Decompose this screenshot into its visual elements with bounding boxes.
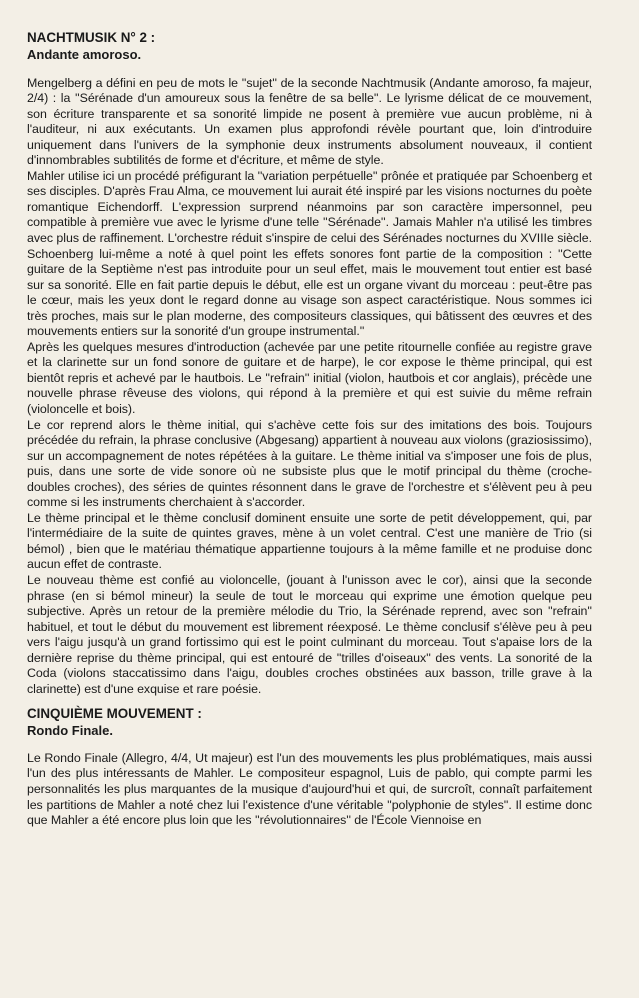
section-nachtmusik [27, 30, 592, 697]
paragraph: Le nouveau thème est confié au violoncelle, (jouant à l'unisson avec le cor), ainsi que la seconde phrase (en si bémol mineur) la seule de tout le morceau qui exprime une émotion quelque peu subjective. Après un retour de la première mélodie du Trio, la Sérénade reprend, avec son ''refrain'' habituel, et tout le début du mouvement est librement réexposé. Le thème conclusif s'élève peu à peu vers l'aigu jusqu'à un grand fortissimo qui est le point culminant du morceau. Tout s'apaise lors de la dernière reprise du thème principal, qui est entouré de ''trilles d'oiseaux'' des vents. La sonorité de la Coda (violons staccatissimo dans l'aigu, doubles croches obstinées aux basson, trille grave à la clarinette) est d'une exquise et rare poésie. [27, 573, 592, 696]
section-title: NACHTMUSIK N° 2 : [27, 30, 156, 45]
paragraph: Le Rondo Finale (Allegro, 4/4, Ut majeur) est l'un des mouvements les plus problématiques, mais aussi l'un des plus intéressants de Mahler. Le compositeur espagnol, Luis de pablo, qui compte parmi les personnalités les plus marquantes de la musique d'aujourd'hui et qui, de surcroît, connaît parfaitement les partitions de Mahler a noté chez lui l'existence d'une véritable ''polyphonie de styles''. Il estime donc que Mahler a été encore plus loin que les ''révolutionnaires'' de l'École Viennoise en [27, 750, 592, 828]
paragraph: Après les quelques mesures d'introduction (achevée par une petite ritournelle confiée au registre grave et la clarinette sur un fond sonore de guitare et de harpe), le cor expose le thème principal, qui est bientôt repris et achevé par le hautbois. Le ''refrain'' initial (violon, hautbois et cor anglais), précède une nouvelle phrase rêveuse des violons, qui répond à la première et qui est suivie du même refrain (violoncelle et bois). [27, 339, 592, 416]
document-page [27, 30, 592, 829]
section-subtitle: Andante amoroso. [27, 46, 142, 62]
section-subtitle: Rondo Finale. [27, 722, 113, 738]
paragraph: Mengelberg a défini en peu de mots le ''sujet'' de la seconde Nachtmusik (Andante amoroso, fa majeur, 2/4) : la ''Sérénade d'un amoureux sous la fenêtre de sa belle''. Le lyrisme délicat de ce mouvement, son écriture transparente et sa sonorité limpide ne posent à première vue aucun problème, ni à l'auditeur, ni aux exécutants. Un examen plus approfondi révèle pourtant que, loin d'introduire uniquement dans l'univers de la symphonie deux instruments absolument nouveaux, il contient d'innombrables subtilités de forme et d'écriture, et même de style. [27, 75, 592, 168]
section-rondo-finale [27, 706, 592, 828]
paragraph: Le thème principal et le thème conclusif dominent ensuite une sorte de petit développement, qui, par l'intermédiaire de la suite de quintes graves, mène à un volet central. C'est une manière de Trio (si bémol) , bien que le matériau thématique appartienne toujours à la même famille et ne produise donc aucun effet de contraste. [27, 510, 592, 572]
section-body [27, 751, 592, 829]
paragraph: Mahler utilise ici un procédé préfigurant la ''variation perpétuelle'' prônée et pratiquée par Schoenberg et ses disciples. D'après Frau Alma, ce mouvement lui aurait été inspiré par les visions nocturnes du poète romantique Eichendorff. L'expression surprend néanmoins par son caractère impersonnel, peu compatible à première vue avec le lyrisme d'une telle ''Sérénade''. Jamais Mahler n'a utilisé les timbres avec plus de raffinement. L'orchestre réduit s'inspire de celui des Sérénades nocturnes du XVIIIe siècle. Schoenberg lui-même a noté à quel point les effets sonores font partie de la composition : ''Cette guitare de la Septième n'est pas introduite pour un seul effet, mais le mouvement tout entier est basé sur sa sonorité. Elle en fait partie depuis le début, elle est un organe vivant du morceau : peut-être pas le cœur, mais les yeux dont le regard donne au visage son aspect caractéristique. Nous sommes ici très proches, mais sur le plan moderne, des compositeurs classiques, qui bâtissent des œuvres et des mouvements entiers sur la sonorité d'un groupe instrumental.'' [27, 168, 592, 339]
section-title: CINQUIÈME MOUVEMENT : [27, 706, 202, 722]
paragraph: Le cor reprend alors le thème initial, qui s'achève cette fois sur des imitations des bois. Toujours précédée du refrain, la phrase conclusive (Abgesang) appartient à nouveau aux violons (graziosissimo), sur un accompagnement de notes répétées à la guitare. Le thème initial va s'imposer une fois de plus, puis, dans une sorte de vide sonore où ne subsiste plus que le motif principal du thème (croche-doubles croches), des séries de quintes résonnent dans le grave de l'orchestre et s'élèvent peu à peu comme si les instruments cherchaient à s'accorder. [27, 417, 592, 510]
section-body [27, 76, 592, 698]
